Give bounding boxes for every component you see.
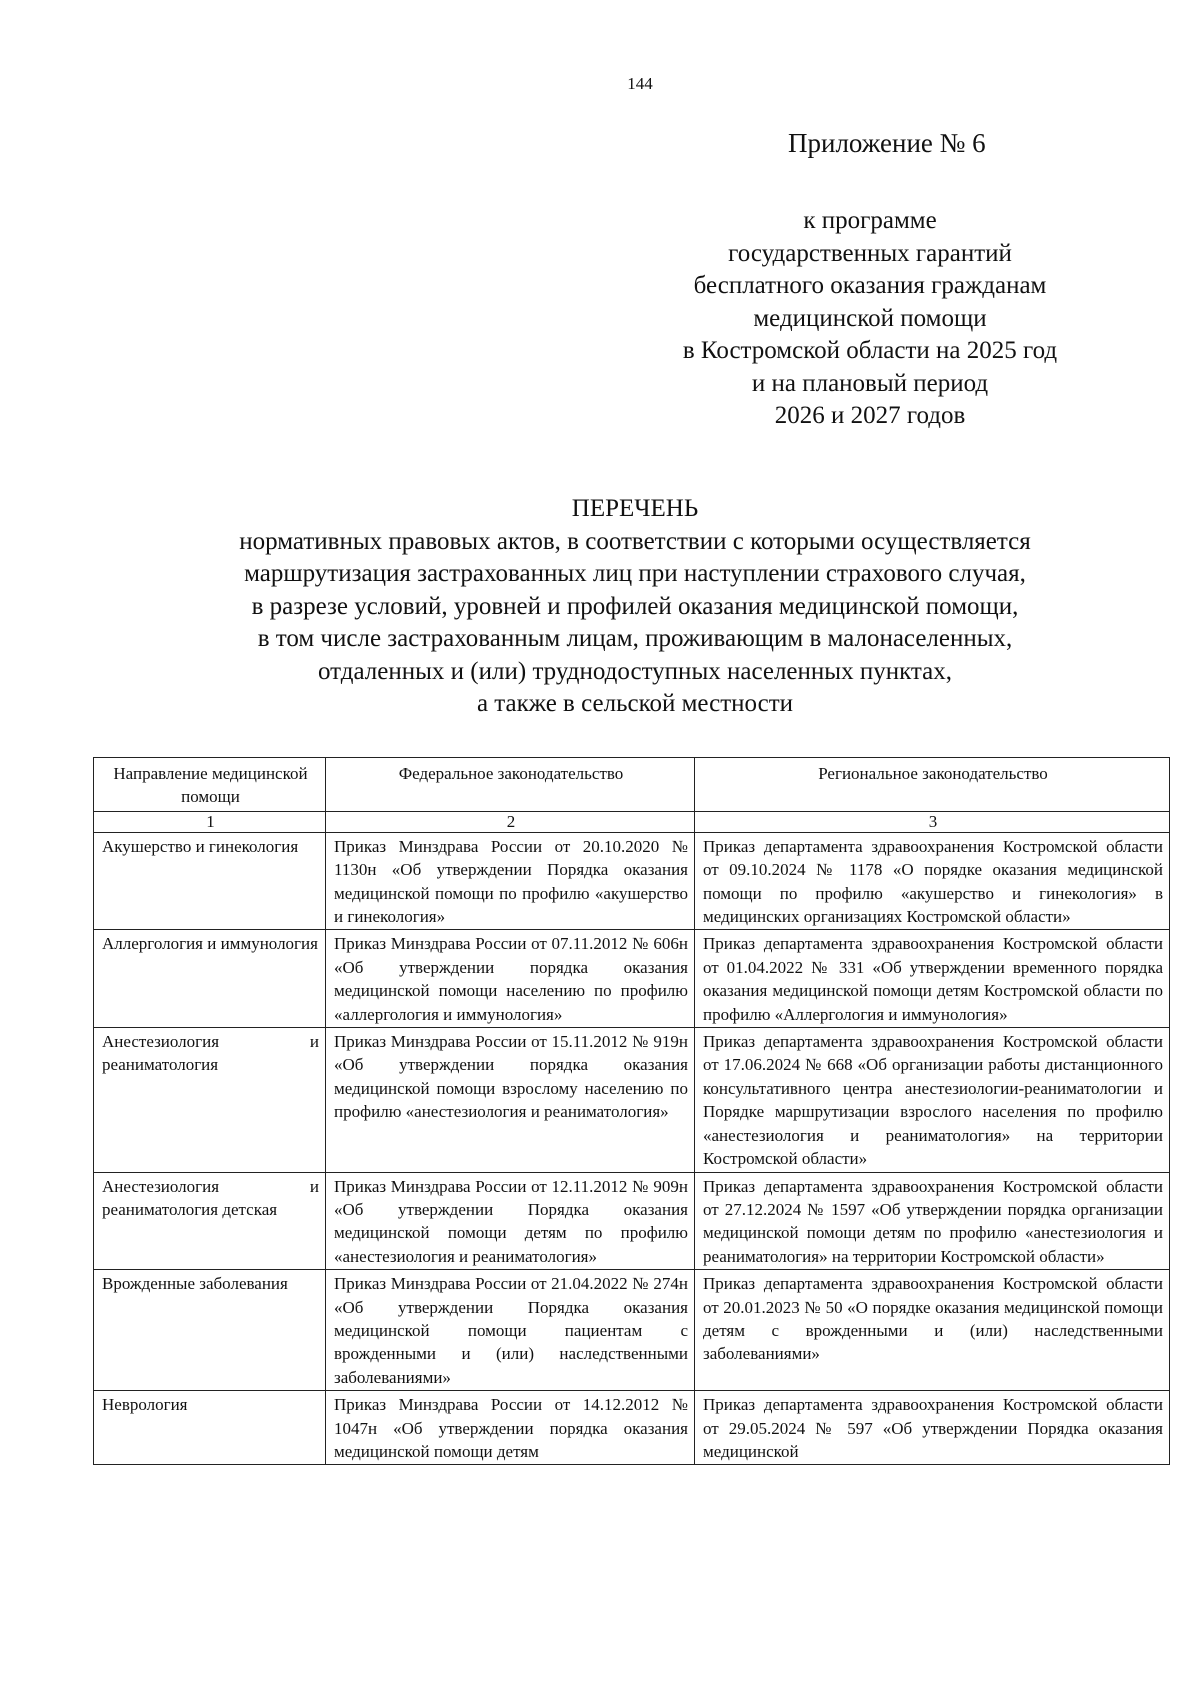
table-row — [94, 832, 1170, 930]
appendix-subtitle — [640, 205, 1100, 433]
heading-line: отдаленных и (или) труднодоступных населенных пунктах, — [318, 657, 952, 685]
heading-line: а также в сельской местности — [476, 690, 794, 717]
table-row — [94, 1028, 1170, 1172]
table-header-row — [94, 758, 1170, 812]
legal-acts-table — [93, 757, 1170, 1465]
regional-cell: Приказ департамента здравоохранения Костромской области от 20.01.2023 № 50 «О порядке оказания медицинской помощи детям с врожденными и (или) наследственными заболеваниями» — [695, 1270, 1170, 1391]
heading-line: маршрутизация застрахованных лиц при наступлении страхового случая, — [244, 560, 1026, 587]
header-federal: Федеральное законодательство — [326, 758, 695, 812]
federal-cell: Приказ Минздрава России от 07.11.2012 № 606н «Об утверждении порядка оказания медицинской помощи населению по профилю «аллергология и иммунология» — [326, 930, 695, 1028]
federal-cell: Приказ Минздрава России от 20.10.2020 № 1130н «Об утверждении Порядка оказания медицинской помощи по профилю «акушерство и гинекология» — [326, 832, 695, 930]
appendix-line: государственных гарантий — [728, 239, 1012, 267]
column-number: 3 — [695, 811, 1170, 832]
table-row — [94, 1172, 1170, 1270]
regional-cell: Приказ департамента здравоохранения Костромской области от 01.04.2022 № 331 «Об утверждении временного порядка оказания медицинской помощи детям Костромской области по профилю «Аллергология и иммунология» — [695, 930, 1170, 1028]
appendix-line: и на плановый период — [751, 369, 989, 397]
appendix-title: Приложение № 6 — [788, 128, 986, 158]
regional-cell: Приказ департамента здравоохранения Костромской области от 09.10.2024 № 1178 «О порядке оказания медицинской помощи по профилю «акушерство и гинекология» в медицинских организациях Костромской области» — [695, 832, 1170, 930]
heading-line: нормативных правовых актов, в соответствии с которыми осуществляется — [239, 527, 1031, 555]
appendix-line: медицинской помощи — [753, 304, 987, 332]
heading-line: в разрезе условий, уровней и профилей оказания медицинской помощи, — [251, 592, 1019, 620]
table-row — [94, 1391, 1170, 1465]
appendix-line: к программе — [803, 207, 937, 234]
direction-cell: Акушерство и гинекология — [94, 832, 326, 930]
column-number: 1 — [94, 811, 326, 832]
column-number: 2 — [326, 811, 695, 832]
header-direction: Направление медицинской помощи — [94, 758, 326, 812]
federal-cell: Приказ Минздрава России от 21.04.2022 № 274н «Об утверждении Порядка оказания медицинской помощи пациентам с врожденными и (или) наследственными заболеваниями» — [326, 1270, 695, 1391]
column-number-row — [94, 811, 1170, 832]
federal-cell: Приказ Минздрава России от 15.11.2012 № 919н «Об утверждении порядка оказания медицинской помощи взрослому населению по профилю «анестезиология и реаниматология» — [326, 1028, 695, 1172]
federal-cell: Приказ Минздрава России от 12.11.2012 № 909н «Об утверждении Порядка оказания медицинской помощи детям по профилю «анестезиология и реаниматология» — [326, 1172, 695, 1270]
federal-cell: Приказ Минздрава России от 14.12.2012 № 1047н «Об утверждении порядка оказания медицинской помощи детям — [326, 1391, 695, 1465]
document-heading — [130, 493, 1140, 721]
appendix-line: 2026 и 2027 годов — [774, 402, 966, 429]
regional-cell: Приказ департамента здравоохранения Костромской области от 27.12.2024 № 1597 «Об утверждении порядка организации медицинской помощи детям по профилю «анестезиология и реаниматология» на территории Костромской области» — [695, 1172, 1170, 1270]
direction-cell: Врожденные заболевания — [94, 1270, 326, 1391]
table-row — [94, 930, 1170, 1028]
header-regional: Региональное законодательство — [695, 758, 1170, 812]
regional-cell: Приказ департамента здравоохранения Костромской области от 17.06.2024 № 668 «Об организации работы дистанционного консультативного центра анестезиологии-реаниматологии и Порядке маршрутизации взрослого населения по профилю «анестезиология и реаниматология» на территории Костромской области» — [695, 1028, 1170, 1172]
table-row — [94, 1270, 1170, 1391]
appendix-line: бесплатного оказания гражданам — [693, 272, 1047, 299]
direction-cell: Анестезиология и реаниматология — [94, 1028, 326, 1172]
page-number: 144 — [627, 74, 653, 93]
heading-title: ПЕРЕЧЕНЬ — [571, 495, 699, 522]
regional-cell: Приказ департамента здравоохранения Костромской области от 29.05.2024 № 597 «Об утверждении Порядка оказания медицинской — [695, 1391, 1170, 1465]
heading-line: в том числе застрахованным лицам, проживающим в малонаселенных, — [257, 625, 1013, 652]
direction-cell: Аллергология и иммунология — [94, 930, 326, 1028]
appendix-line: в Костромской области на 2025 год — [682, 337, 1058, 364]
direction-cell: Анестезиология и реаниматология детская — [94, 1172, 326, 1270]
direction-cell: Неврология — [94, 1391, 326, 1465]
